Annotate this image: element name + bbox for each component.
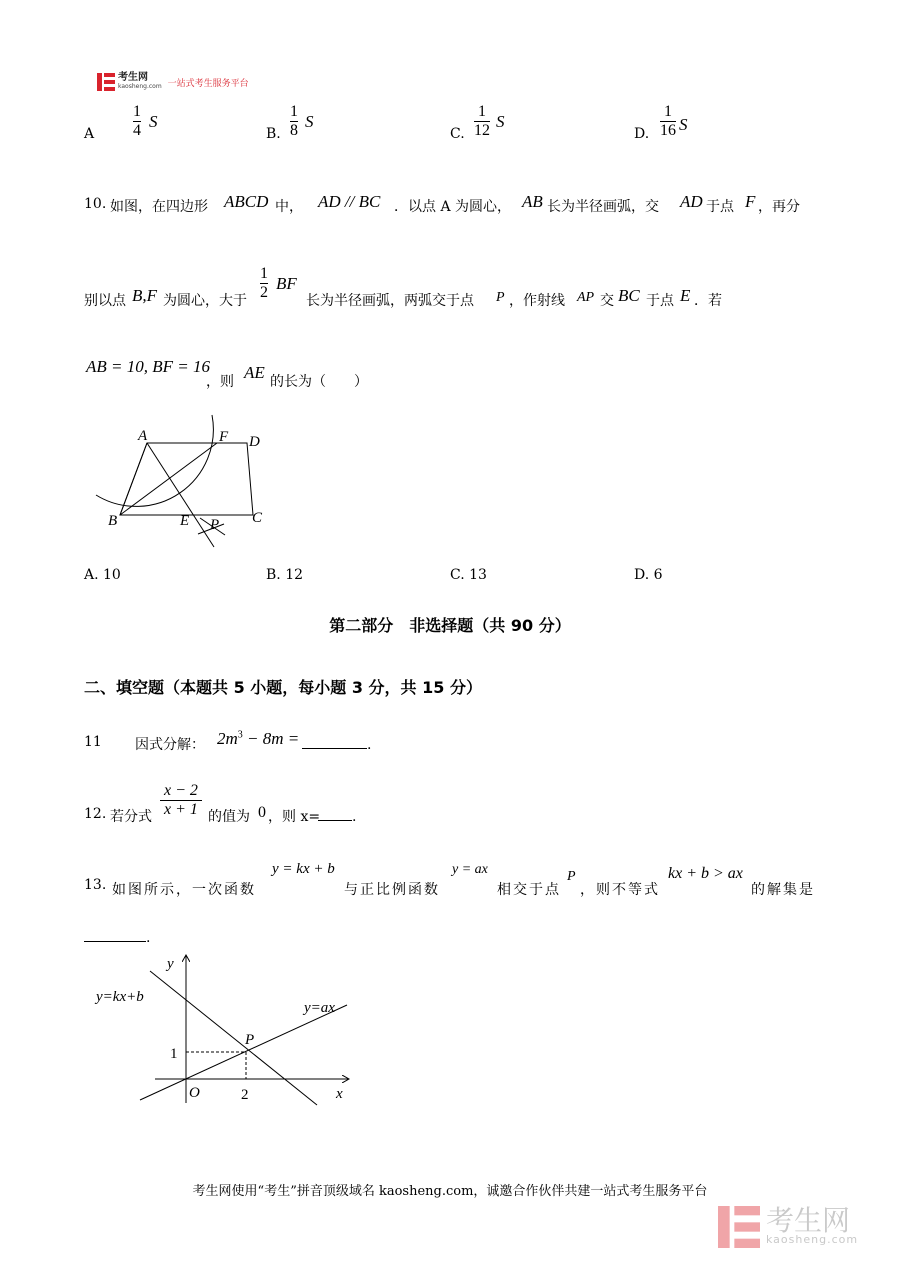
- section2-heading: 二、填空题（本题共 5 小题，每小题 3 分，共 15 分）: [84, 678, 482, 697]
- q9-option-a-num: 1: [133, 103, 141, 120]
- q10-math: AD // BC: [318, 192, 381, 211]
- q9-option-c-den: 12: [474, 122, 490, 139]
- q13-function-graph: [90, 948, 360, 1108]
- label-c: C: [252, 510, 263, 526]
- q9-option-d-fraction: [660, 103, 676, 140]
- option-value: 10: [103, 567, 121, 583]
- option-value: 13: [469, 567, 487, 583]
- q10-math: BF: [276, 274, 297, 293]
- q9-option-a-var: S: [149, 112, 158, 131]
- q10-half-fraction: [260, 265, 268, 302]
- q9-option-c-num: 1: [478, 103, 486, 120]
- q11-expr-rest: − 8m =: [247, 729, 300, 748]
- q11-answer-blank: [302, 734, 371, 753]
- q10-math: AB = 10, BF = 16: [86, 357, 210, 376]
- q10-math: AD: [680, 192, 703, 211]
- brand-domain: kaosheng.com: [118, 83, 162, 90]
- q10-option-a: [84, 567, 121, 583]
- q10-option-c: [450, 567, 487, 583]
- q10-math: P: [496, 290, 505, 305]
- q10-text: 长为半径画弧，两弧交于点: [306, 293, 474, 309]
- q9-option-b-label: B.: [266, 126, 281, 142]
- brand-logo-icon: [97, 73, 115, 91]
- q13-number: 13.: [84, 877, 107, 893]
- q12-fraction: [160, 782, 202, 819]
- blank-line: [318, 806, 352, 821]
- q10-math: AB: [522, 192, 543, 211]
- watermark-brand: 考生网: [766, 1204, 851, 1237]
- fraction-den: 2: [260, 284, 268, 301]
- q11-expr-exp: 3: [237, 729, 243, 741]
- blank-line: [84, 927, 146, 942]
- q13-f2: y = ax: [452, 862, 488, 877]
- q10-text: ．以点 A 为圆心，: [394, 199, 512, 215]
- q9-option-b-fraction: [290, 103, 298, 140]
- q9-option-a-den: 4: [133, 122, 141, 139]
- q12-text: ，则 x=: [268, 809, 321, 825]
- label-d: D: [249, 434, 260, 450]
- q10-text: ，再分: [758, 199, 800, 215]
- q13-text: 与正比例函数: [344, 882, 440, 898]
- q10-text: ．若: [694, 293, 722, 309]
- segment-ab: [120, 443, 147, 515]
- q10-text: 中，: [275, 199, 303, 215]
- q11-expr-coef: 2m: [217, 729, 238, 748]
- q10-option-d: [634, 567, 663, 583]
- q9-option-b-var: S: [305, 112, 314, 131]
- line-kx-plus-b: [150, 971, 317, 1105]
- q12-zero: 0: [258, 804, 266, 821]
- option-label: B.: [266, 567, 281, 583]
- brand-slogan: 一站式考生服务平台: [167, 78, 249, 89]
- label-e: E: [180, 513, 190, 529]
- q9-option-a-fraction: [133, 103, 141, 140]
- line1-label: y=kx+b: [96, 989, 144, 1005]
- q9-option-b-den: 8: [290, 122, 298, 139]
- point-p-label: P: [245, 1032, 255, 1048]
- q10-option-b: [266, 567, 303, 583]
- header-logo: [97, 73, 249, 91]
- tick-x-label: 2: [241, 1087, 249, 1103]
- q9-option-c-label: C.: [450, 126, 465, 142]
- q10-math: AE: [244, 363, 265, 382]
- q10-math: ABCD: [224, 192, 269, 211]
- label-p: P: [210, 517, 220, 533]
- q10-text: 交: [600, 293, 614, 309]
- q10-math: AP: [577, 290, 595, 305]
- y-axis-label: y: [167, 956, 174, 972]
- q9-option-c-var: S: [496, 112, 505, 131]
- footer-watermark: [718, 1204, 858, 1250]
- q9-option-d-num: 1: [664, 103, 672, 120]
- fraction-num: 1: [260, 265, 268, 282]
- q11-text: 因式分解：: [135, 737, 205, 753]
- label-f: F: [219, 429, 229, 445]
- q10-geometry-figure: [90, 410, 280, 555]
- q12-text: 的值为: [208, 809, 250, 825]
- q10-text: 别以点: [84, 293, 126, 309]
- x-axis-label: x: [336, 1086, 343, 1102]
- q9-option-b-num: 1: [290, 103, 298, 120]
- option-label: C.: [450, 567, 465, 583]
- q9-option-d-var: S: [679, 115, 688, 134]
- q13-text: 如图所示，一次函数: [112, 882, 256, 898]
- q12-fraction-den: x + 1: [164, 801, 198, 818]
- q12-answer-blank: [318, 806, 356, 825]
- line2-label: y=ax: [304, 1000, 335, 1016]
- q10-text: 为圆心，大于: [163, 293, 247, 309]
- q13-text: 的解集是: [751, 882, 815, 898]
- q10-text: 的长为（ ）: [270, 374, 368, 390]
- q9-option-d-den: 16: [660, 122, 676, 139]
- q9-option-d-label: D.: [634, 126, 650, 142]
- tick-y-label: 1: [170, 1046, 178, 1062]
- option-value: 6: [653, 567, 663, 583]
- q10-math: BC: [618, 286, 640, 305]
- q13-text: 相交于点: [497, 882, 561, 898]
- q13-end-mark: .: [146, 930, 151, 946]
- q11-expression: [217, 729, 299, 749]
- label-b: B: [108, 513, 118, 529]
- q10-number: 10.: [84, 196, 107, 212]
- q10-text: ，则: [206, 374, 234, 390]
- part2-heading: 第二部分 非选择题（共 90 分）: [329, 616, 571, 635]
- q11-number: 11: [84, 734, 102, 750]
- q10-text: 于点: [646, 293, 674, 309]
- q10-math: E: [680, 286, 691, 305]
- option-value: 12: [285, 567, 304, 583]
- q12-end-mark: .: [352, 809, 357, 825]
- q13-p: P: [567, 869, 576, 884]
- q12-number: 12.: [84, 806, 107, 822]
- q10-text: 于点: [706, 199, 734, 215]
- footer-text: 考生网使用“考生”拼音顶级域名 kaosheng.com，诚邀合作伙伴共建一站式考生服务平台: [192, 1184, 708, 1199]
- q13-f1: y = kx + b: [272, 861, 335, 877]
- q13-inequality: kx + b > ax: [668, 865, 743, 882]
- q11-end-mark: .: [367, 737, 372, 753]
- blank-line: [302, 734, 367, 749]
- watermark-domain: kaosheng.com: [766, 1233, 859, 1246]
- option-label: D.: [634, 567, 650, 583]
- q10-math: F: [745, 192, 756, 211]
- brand-name: 考生网: [118, 72, 148, 83]
- q13-text: ，则不等式: [580, 882, 660, 898]
- q10-math: B,F: [132, 286, 158, 305]
- q9-option-c-fraction: [474, 103, 490, 140]
- q13-answer-blank: [84, 927, 150, 946]
- arc-center-a: [96, 415, 213, 506]
- q12-fraction-num: x − 2: [164, 782, 198, 799]
- q12-text: 若分式: [110, 809, 152, 825]
- q10-text: ，作射线: [509, 293, 565, 309]
- q10-text: 如图，在四边形: [110, 199, 208, 215]
- q10-text: 长为半径画弧，交: [547, 199, 659, 215]
- option-label: A.: [84, 567, 99, 583]
- label-a: A: [138, 428, 148, 444]
- segment-bf: [120, 443, 217, 515]
- watermark-logo-icon: [718, 1204, 760, 1250]
- origin-label: O: [189, 1085, 200, 1101]
- q9-option-a-label: A: [84, 126, 95, 142]
